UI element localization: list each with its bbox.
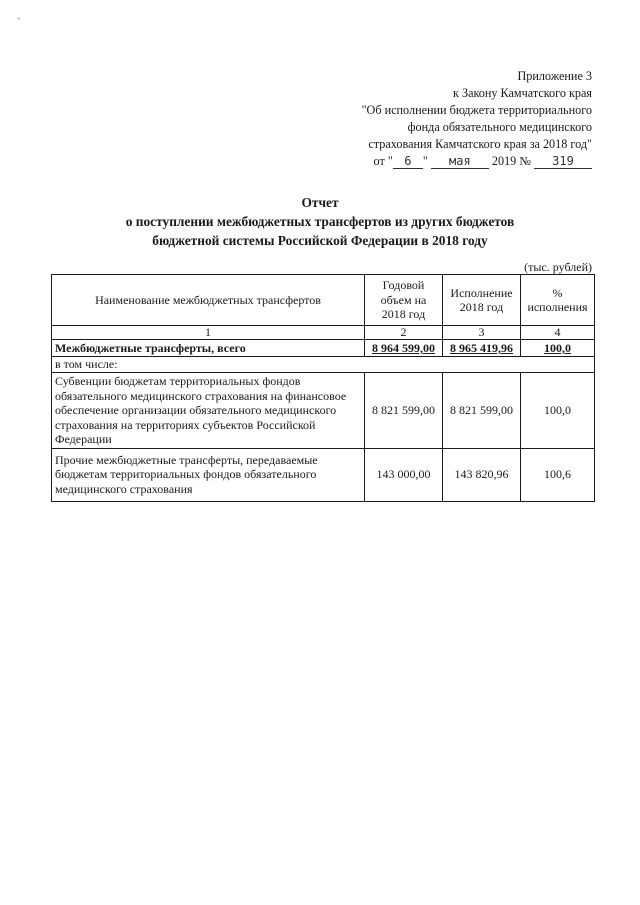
column-number-row	[52, 326, 595, 340]
header-name: Наименование межбюджетных трансфертов	[52, 275, 365, 326]
row-name: Субвенции бюджетам территориальных фондов обязательного медицинского страхования на финансовое обеспечение организации обязательного медицинского страхования на территориях субъектов Российской Федерации	[52, 373, 365, 449]
report-title-line-1: Отчет	[301, 195, 339, 210]
total-fact: 8 965 419,96	[443, 340, 521, 357]
row-pct: 100,6	[521, 448, 595, 501]
report-title	[0, 193, 640, 250]
appendix-line-3: "Об исполнении бюджета территориального	[361, 103, 592, 117]
column-number: 1	[52, 326, 365, 340]
transfers-table	[51, 274, 595, 502]
corner-mark: "	[17, 16, 21, 26]
column-number: 2	[365, 326, 443, 340]
column-number: 4	[521, 326, 595, 340]
appendix-line-1: Приложение 3	[517, 69, 592, 83]
date-prefix: от "	[373, 154, 393, 168]
column-number: 3	[443, 326, 521, 340]
total-name: Межбюджетные трансферты, всего	[52, 340, 365, 357]
date-number: 319	[534, 155, 592, 169]
row-pct: 100,0	[521, 373, 595, 449]
total-plan: 8 964 599,00	[365, 340, 443, 357]
unit-label: (тыс. рублей)	[524, 260, 592, 274]
row-fact: 143 820,96	[443, 448, 521, 501]
row-name: Прочие межбюджетные трансферты, передаваемые бюджетам территориальных фондов обязательного медицинского страхования	[52, 448, 365, 501]
appendix-date-line	[362, 153, 592, 170]
including-row	[52, 357, 595, 373]
table-row	[52, 373, 595, 449]
row-plan: 143 000,00	[365, 448, 443, 501]
report-title-line-3: бюджетной системы Российской Федерации в 2018 году	[152, 233, 488, 248]
report-title-line-2: о поступлении межбюджетных трансфертов из других бюджетов	[125, 214, 515, 229]
date-day: 6	[393, 155, 423, 169]
appendix-line-2: к Закону Камчатского края	[453, 86, 592, 100]
row-fact: 8 821 599,00	[443, 373, 521, 449]
appendix-line-4: фонда обязательного медицинского	[407, 120, 592, 134]
table-row	[52, 448, 595, 501]
date-month: мая	[431, 155, 489, 169]
table-header-row	[52, 275, 595, 326]
row-plan: 8 821 599,00	[365, 373, 443, 449]
appendix-line-5: страхования Камчатского края за 2018 год"	[368, 137, 592, 151]
appendix-block	[362, 68, 592, 170]
date-quote: "	[422, 154, 428, 168]
date-year: 2019 №	[491, 154, 531, 168]
including-label: в том числе:	[52, 357, 595, 373]
header-pct: % исполнения	[521, 275, 595, 326]
header-plan: Годовой объем на 2018 год	[365, 275, 443, 326]
total-pct: 100,0	[521, 340, 595, 357]
header-fact: Исполнение 2018 год	[443, 275, 521, 326]
total-row	[52, 340, 595, 357]
